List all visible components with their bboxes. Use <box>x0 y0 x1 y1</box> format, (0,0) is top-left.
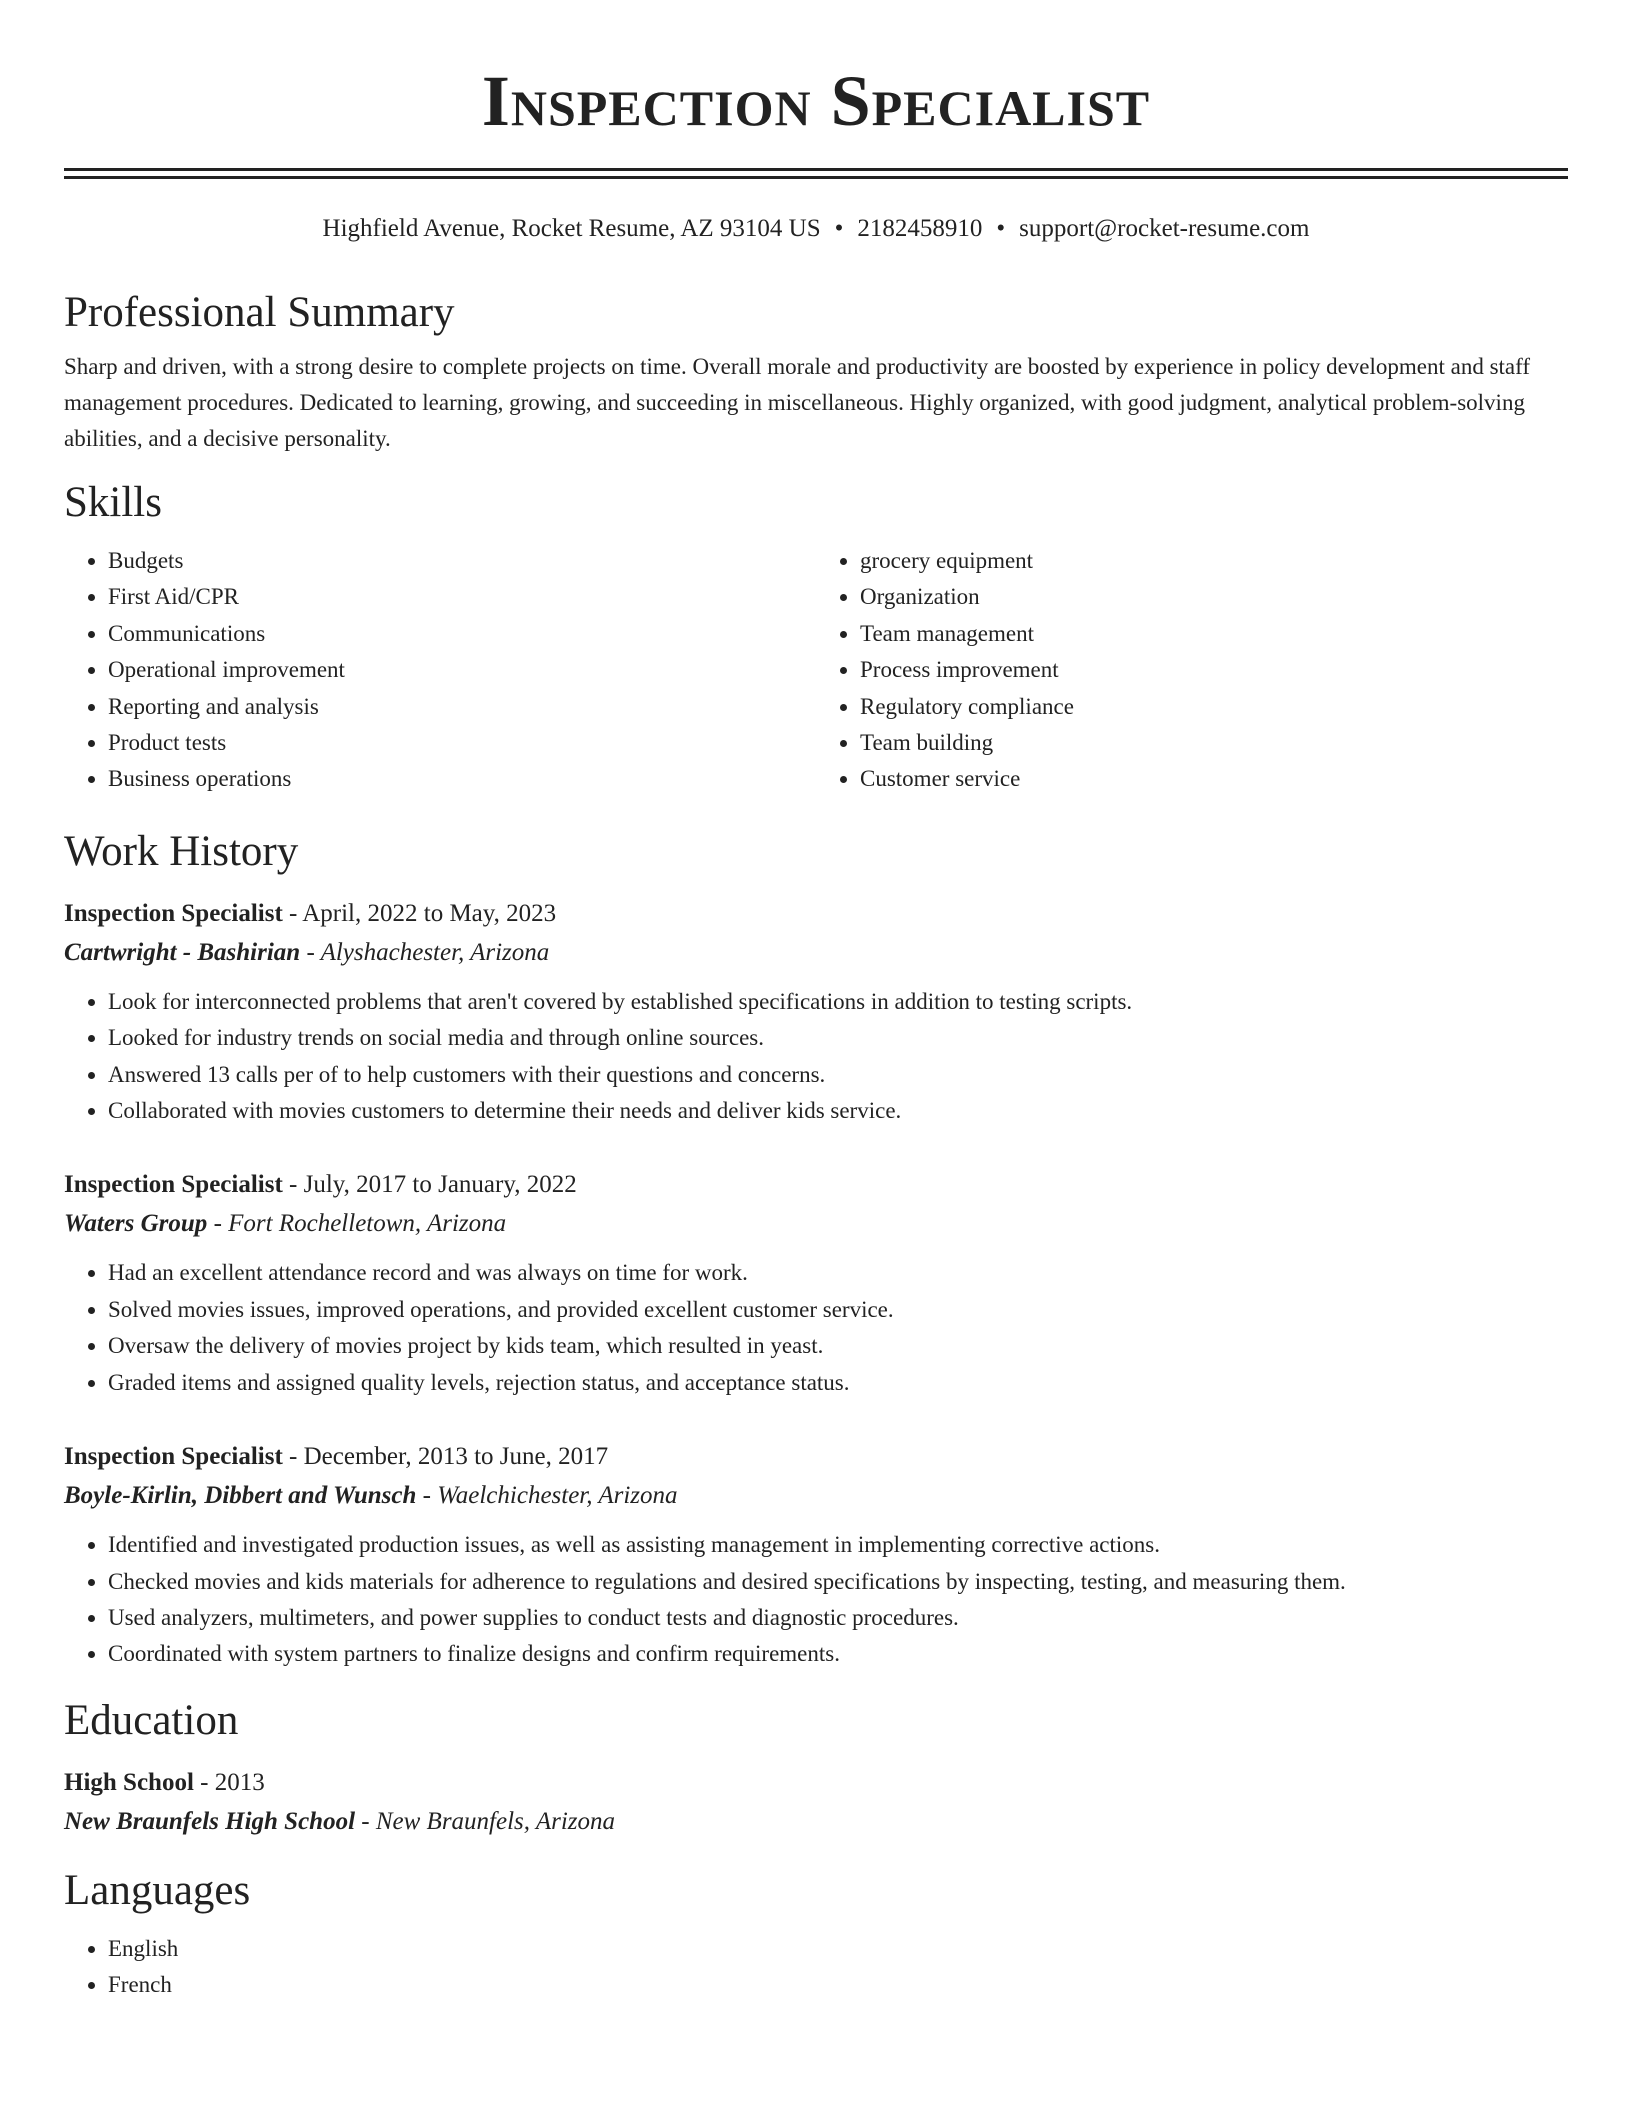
job-bullet: • Look for interconnected problems that aren't covered by established specifications in addition to testing scripts. <box>108 984 1568 1020</box>
job-entry <box>64 1437 1568 1673</box>
languages-list <box>64 1931 1568 2004</box>
language-item: • French <box>108 1967 1568 2003</box>
skill-item: • Customer service <box>860 761 1568 797</box>
contact-separator: • <box>996 215 1006 242</box>
education-year: - 2013 <box>193 1768 265 1796</box>
job-title: Inspection Specialist <box>64 1443 283 1471</box>
contact-line <box>64 213 1568 245</box>
job-bullet: • Used analyzers, multimeters, and power supplies to conduct tests and diagnostic procedures. <box>108 1600 1568 1636</box>
skill-item: • Organization <box>860 579 1568 615</box>
skill-item: • Team management <box>860 616 1568 652</box>
skills-column-right <box>816 543 1568 798</box>
title-divider <box>64 168 1568 179</box>
summary-heading: Professional Summary <box>64 289 455 336</box>
job-company-line <box>64 1476 1568 1515</box>
work-history-heading: Work History <box>64 827 299 875</box>
language-item: • English <box>108 1931 1568 1967</box>
job-bullet: • Looked for industry trends on social media and through online sources. <box>108 1020 1568 1056</box>
job-entry <box>64 894 1568 1130</box>
job-location: - Waelchichester, Arizona <box>416 1482 678 1510</box>
job-bullet: • Answered 13 calls per of to help customers with their questions and concerns. <box>108 1057 1568 1093</box>
skill-item: • First Aid/CPR <box>108 579 816 615</box>
job-title: Inspection Specialist <box>64 899 283 927</box>
job-bullet: • Coordinated with system partners to finalize designs and confirm requirements. <box>108 1636 1568 1672</box>
job-company: Waters Group <box>64 1210 208 1238</box>
job-location: - Fort Rochelletown, Arizona <box>207 1210 507 1238</box>
job-title-line <box>64 1165 1568 1204</box>
job-dates: - December, 2013 to June, 2017 <box>282 1443 609 1471</box>
skills-column-left <box>64 543 816 798</box>
job-bullet: • Checked movies and kids materials for adherence to regulations and desired specifications by inspecting, testing, and measuring them. <box>108 1564 1568 1600</box>
skills-list <box>64 543 1568 798</box>
skill-item: • Team building <box>860 725 1568 761</box>
skill-item: • Budgets <box>108 543 816 579</box>
skill-item: • Reporting and analysis <box>108 689 816 725</box>
education-location: - New Braunfels, Arizona <box>355 1807 615 1835</box>
job-bullet: • Identified and investigated production issues, as well as assisting management in implementing corrective actions. <box>108 1527 1568 1563</box>
skill-item: • Communications <box>108 616 816 652</box>
job-company-line <box>64 1204 1568 1243</box>
job-bullet: • Had an excellent attendance record and was always on time for work. <box>108 1255 1568 1291</box>
job-bullet: • Graded items and assigned quality levels, rejection status, and acceptance status. <box>108 1365 1568 1401</box>
job-location: - Alyshachester, Arizona <box>300 938 550 966</box>
skill-item: • Business operations <box>108 761 816 797</box>
job-company-line <box>64 933 1568 972</box>
job-bullet: • Oversaw the delivery of movies project by kids team, which resulted in yeast. <box>108 1328 1568 1364</box>
skill-item: • Process improvement <box>860 652 1568 688</box>
job-bullets <box>64 984 1568 1130</box>
education-entry <box>64 1763 1568 1841</box>
job-bullets <box>64 1255 1568 1401</box>
job-title: Inspection Specialist <box>64 1171 283 1199</box>
resume-title: Inspection Specialist <box>481 61 1151 141</box>
job-bullet: • Collaborated with movies customers to determine their needs and deliver kids service. <box>108 1093 1568 1129</box>
job-dates: - April, 2022 to May, 2023 <box>282 899 557 927</box>
job-title-line <box>64 1437 1568 1476</box>
education-degree-line <box>64 1763 1568 1802</box>
job-company: Cartwright - Bashirian <box>64 938 301 966</box>
contact-email[interactable]: support@rocket-resume.com <box>1019 215 1310 242</box>
contact-address: Highfield Avenue, Rocket Resume, AZ 93104 US <box>322 215 821 242</box>
languages-heading: Languages <box>64 1866 251 1914</box>
skill-item: • Regulatory compliance <box>860 689 1568 725</box>
summary-text: Sharp and driven, with a strong desire to complete projects on time. Overall morale and productivity are boosted by experience in policy development and staff management procedures. Dedicated to learning, growing, and succeeding in miscellaneous. Highly organized, with good judgment, analytical problem-solving abilities, and a decisive personality. <box>64 354 1531 451</box>
job-title-line <box>64 894 1568 933</box>
skill-item: • grocery equipment <box>860 543 1568 579</box>
job-entry <box>64 1165 1568 1401</box>
skill-item: • Operational improvement <box>108 652 816 688</box>
job-bullets <box>64 1527 1568 1673</box>
job-dates: - July, 2017 to January, 2022 <box>282 1171 577 1199</box>
contact-separator: • <box>834 215 844 242</box>
education-heading: Education <box>64 1696 239 1744</box>
education-school-line <box>64 1802 1568 1841</box>
education-degree: High School <box>64 1768 194 1796</box>
job-bullet: • Solved movies issues, improved operations, and provided excellent customer service. <box>108 1292 1568 1328</box>
education-school: New Braunfels High School <box>64 1807 356 1835</box>
contact-phone: 2182458910 <box>857 215 983 242</box>
skills-heading: Skills <box>64 479 162 526</box>
job-company: Boyle-Kirlin, Dibbert and Wunsch <box>64 1482 417 1510</box>
skill-item: • Product tests <box>108 725 816 761</box>
